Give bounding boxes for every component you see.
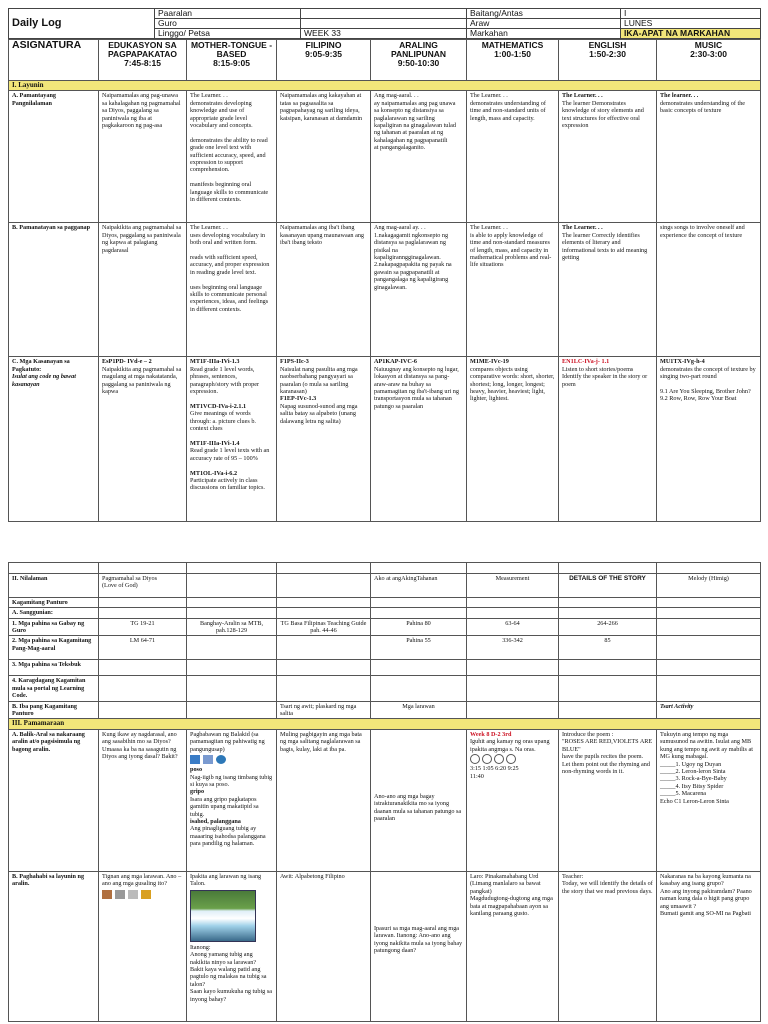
row-pamanatayan-sa-pagganap: B. Pamanatayan sa pagganap Naipakikita ang pagmamahal sa Diyos, paggalang sa paniniwala ng kapwa at palagiang pagdarasal The Learner. . . uses developing vocabulary in both oral and written form. reads with sufficient speed, accuracy, and proper expression in reading grade level text. uses beginning oral language skills to communicate personal experiences, ideas, and feelings in different contexts. Naipamamalas ang iba't ibang kasanayan upang maunawaan ang iba't ibang teksto Ang mag-aaral ay. . . 1.nakagagamit ngkonsepto ng distansya sa paglalarawan ng pisikal na kapaligiranngginagalawan. 2.nakapagpapakita ng payak na gawain sa pagpapanatili at pangangalaga ng kapaligirang ginagalawan. The Learner. . . is able to apply knowledge of time and non-standard measures of length, mass, and capacity in mathematical problems and real-life situations The Learner. . . The learner Correctly identifies elements of literary and informational texts to aid meaning getting sings songs to involve oneself and experience the concept of texture bbox=[9, 223, 761, 357]
row-nilalaman: II. Nilalaman Pagmamahal sa Diyos (Love of God) Ako at angAkingTahanan Measurement DETAILS OF THE STORY Melody (Himig) bbox=[9, 573, 761, 597]
clock-icon bbox=[470, 754, 480, 764]
col-english: ENGLISH 1:50-2:30 bbox=[559, 40, 657, 81]
quarter-label: Markahan bbox=[467, 29, 621, 39]
log-table-bottom: II. Nilalaman Pagmamahal sa Diyos (Love of God) Ako at angAkingTahanan Measurement DETAILS OF THE STORY Melody (Himig) Kagamitang Panturo A. Sanggunian: 1. Mga pahina sa Gabay ng Guro TG 19-21 Banghay-Aralin sa MTB, pah.128-129 TG Basa Filipinas Teaching Guide pah. 44-46 Pahina 80 63-64 264-266 2. Mga pahina sa Kagamitang Pang-Mag-aaral LM 64-71 Pahina 55 336-342 85 3. Mga pahina sa Teksbuk 4. Karagdagang Kagamitan mula sa portal ng Learning Code. B. Iba pang Kagamitang Panturo Tsart ng awit; plaskard ng mga salita Mga larawan Tsart Activity III. Pamamaraan A. Balik-Aral sa nakaraang aralin at/o pagsisimula ng bagong aralin. Kung ikaw ay nagdarasal, ano ang sasabihin mo sa Diyos? Umaasa ka ba na sasagutin ng Diyos ang iyong dasal? Bakit? Pagbabawan ng Balakid (sa pamamagitan ng pahiwatig ng pangungusap) poso Nag-iigib ng isang timbang tubig si kuya sa poso. gripo Isara ang gripo pagkatapos gamitin upang makatipid sa tubig. isahod, palanggana Ang pinagliguang tubig ay maaaring isahodsa palanggana para pandilig ng halaman. Muling pagbigayin ang mga bata ng mga salitang naglalarawan sa bagis, kulay, laki at iba pa. Ano-ano ang mga bagay istrakturanakikita mo sa iyong daanan mula sa tahanan patungo sa paaralan Week 8 D-2 3rd Iguhit ang kamay ng oras upang ipakita angmga s. Na oras. 3:15 1:05 6:20 9:25 11:40 Introduce the poem : "ROSES ARE RED,VIOLETS ARE BLUE" have the pupils recites the poem. Let them point out the rhyming and non-rhyming words in it. Tukuyin ang tempo ng mga sumusunod na awitin. Isulat ang MB kung ang tempo ng awit ay mabilis at MG kung mabagal. _____1. Ugoy ng Duyan _____2. Leron-leron Sinta _____3. Rock-a-Bye-Baby _____4. Itsy Bitsy Spider _____5. Macarena Echo C1 Leron-Leron Sinta B. Paghahabi sa layunin ng aralin. Tignan ang mga larawan. Ano –ano ang mga gusaling ito? Ipakita ang larawan ng isang Talon. Itanong: Anong yamang tubig ang nakikita ninyo sa larawan? Bakit kaya walang patid ang pagtulo ng malakas na tubig sa talon? Saan kayo kumukuha ng tubig sa inyong bahay? Awit: Alpabetong Filipino Ipasuri sa mga mag-aaral ang mga larawan. Itanong: Ano-ano ang iyong nakikita mula sa iyong bahay patungong daan? Laro: Pinakamahabang Urd (Limang manlalaro sa bawat pangkat) Magdudugtong-dugtong ang mga bata at magpapahabaan ayon sa kanilang paraang gusto. Teacher: Today, we will identify the details of the story that we read previous days. Nakaranas na ba kayong kumanta na kasabay ang isang grupo? Ano ang inyong pakiramdam? Paano naman kung dala o higit pang grupo ang umaawit ? Bumati gamit ang SO-MI na Pagbati bbox=[8, 562, 761, 1021]
row-gabay-ng-guro: 1. Mga pahina sa Gabay ng Guro TG 19-21 Banghay-Aralin sa MTB, pah.128-129 TG Basa Filipinas Teaching Guide pah. 44-46 Pahina 80 63-64 264-266 bbox=[9, 618, 761, 636]
clock-faces bbox=[470, 754, 555, 764]
header-table bbox=[8, 8, 761, 39]
col-ap: ARALING PANLIPUNAN 9:50-10:30 bbox=[371, 40, 467, 81]
grade-value: I bbox=[621, 9, 761, 19]
house-icon bbox=[102, 890, 112, 899]
row-balik-aral: A. Balik-Aral sa nakaraang aralin at/o pagsisimula ng bagong aralin. Kung ikaw ay nagdarasal, ano ang sasabihin mo sa Diyos? Umaasa ka ba na sasagutin ng Diyos ang iyong dasal? Bakit? Pagbabawan ng Balakid (sa pamamagitan ng pahiwatig ng pangungusap) poso Nag-iigib ng isang timbang tubig si kuya sa poso. gripo Isara ang gripo pagkatapos gamitin upang makatipid sa tubig. isahod, palanggana Ang pinagliguang tubig ay maaaring isahodsa palanggana para pandilig ng halaman. Muling pagbigayin ang mga bata ng mga salitang naglalarawan sa bagis, kulay, laki at iba pa. Ano-ano ang mga bagay istrakturanakikita mo sa iyong daanan mula sa tahanan patungo sa paaralan Week 8 D-2 3rd Iguhit ang kamay ng oras upang ipakita angmga s. Na oras. 3:15 1:05 6:20 9:25 11:40 Introduce the poem : "ROSES ARE RED,VIOLETS ARE BLUE" have the pupils recites the poem. Let them point out the rhyming and non-rhyming words in it. Tukuyin ang tempo ng mga sumusunod na awitin. Isulat ang MB kung ang tempo ng awit ay mabilis at MG kung mabagal. _____1. Ugoy ng Duyan _____2. Leron-leron Sinta _____3. Rock-a-Bye-Baby _____4. Itsy Bitsy Spider _____5. Macarena Echo C1 Leron-Leron Sinta bbox=[9, 729, 761, 871]
row-iba-pang-kagamitan: B. Iba pang Kagamitang Panturo Tsart ng awit; plaskard ng mga salita Mga larawan Tsart Activity bbox=[9, 701, 761, 719]
clock-icon bbox=[494, 754, 504, 764]
church-icon bbox=[115, 890, 125, 899]
basin-icon bbox=[216, 755, 226, 764]
log-table-top bbox=[8, 39, 761, 522]
store-icon bbox=[141, 890, 151, 899]
grade-label: Baitang/Antas bbox=[467, 9, 621, 19]
waterfall-image bbox=[190, 890, 256, 942]
clock-icon bbox=[506, 754, 516, 764]
day-value: LUNES bbox=[621, 19, 761, 29]
buildings-images bbox=[102, 890, 183, 899]
school-value bbox=[301, 9, 467, 19]
daily-log-title: Daily Log bbox=[9, 9, 155, 39]
daily-log-sheet bbox=[8, 8, 760, 1022]
water-tools-images bbox=[190, 755, 273, 764]
col-math: MATHEMATICS 1:00-1:50 bbox=[467, 40, 559, 81]
teacher-label: Guro bbox=[155, 19, 301, 29]
week-date-label: Linggo/ Petsa bbox=[155, 29, 301, 39]
section-pamamaraan: III. Pamamaraan bbox=[9, 719, 761, 729]
col-mtb: MOTHER-TONGUE -BASED 8:15-9:05 bbox=[187, 40, 277, 81]
col-filipino: FILIPINO 9:05-9:35 bbox=[277, 40, 371, 81]
section-layunin: I. Layunin bbox=[9, 81, 761, 91]
row-kasanayan-sa-pagkatuto: C. Mga Kasanayan sa Pagkatuto: Isulat ang code ng bawat kasanayan EsP1PD- IVd-e – 2 Naipakikita ang pagmamahal sa magulang at mga nakatatanda, paggalang sa paniniwala ng kapwa MT1F-IIIa-IVi-1.3 Read grade 1 level words, phrases, sentences, paragraph/story with proper expression. MT1VCD-IVa-i-2.1.1 Give meanings of words through: a. picture clues b. context clues MT1F-IIIa-IVi-1.4 Read grade 1 level texts with an accuracy rate of 95 – 100% MT1OL-IVa-i-6.2 Participate actively in class discussions on familiar topics. F1PS-IIc-3 Naisulat nang pasulita ang mga naobserbahang pangyayari sa paaralan (o mula sa sariling karanasan) F1EP-IVc-1.3 Napag susunod-sunod ang mga salita batay sa alpabeto (unang dalawang letra ng salita) AP1KAP-IVC-6 Naiuugnay ang konsepto ng lugar, lokasyon at distansya sa pang-araw-araw na buhay sa pamamagitan ng iba't-ibang uri ng transportasyon mula sa tahanan patungo sa paaralan M1ME-IVc-19 compares objects using comparative words: short, shorter, shortest; long, longer, longest; heavy, heavier, heaviest; light, lighter, lightest. EN1LC-IVa-j- 1.1 Listen to short stories/poems Identify the speaker in the story or poem MU1TX-IVg-h-4 demonstrates the concept of texture by singing two-part round 9.1 Are You Sleeping, Brother John? 9.2 Row, Row, Row Your Boat bbox=[9, 357, 761, 522]
row-paghahabi: B. Paghahabi sa layunin ng aralin. Tignan ang mga larawan. Ano –ano ang mga gusaling ito? Ipakita ang larawan ng isang Talon. Itanong: Anong yamang tubig ang nakikita ninyo sa larawan? Bakit kaya walang patid ang pagtulo ng malakas na tubig sa talon? Saan kayo kumukuha ng tubig sa inyong bahay? Awit: Alpabetong Filipino Ipasuri sa mga mag-aaral ang mga larawan. Itanong: Ano-ano ang iyong nakikita mula sa iyong bahay patungong daan? Laro: Pinakamahabang Urd (Limang manlalaro sa bawat pangkat) Magdudugtong-dugtong ang mga bata at magpapahabaan ayon sa kanilang paraang gusto. Teacher: Today, we will identify the details of the story that we read previous days. Nakaranas na ba kayong kumanta na kasabay ang isang grupo? Ano ang inyong pakiramdam? Paano naman kung dala o higit pang grupo ang umaawit ? Bumati gamit ang SO-MI na Pagbati bbox=[9, 871, 761, 1021]
day-label: Araw bbox=[467, 19, 621, 29]
col-asignatura: ASIGNATURA bbox=[9, 40, 99, 81]
bucket-icon bbox=[203, 755, 213, 764]
col-esp: EDUKASYON SA PAGPAPAKATAO 7:45-8:15 bbox=[99, 40, 187, 81]
school-label: Paaralan bbox=[155, 9, 301, 19]
row-pang-mag-aaral: 2. Mga pahina sa Kagamitang Pang-Mag-aaral LM 64-71 Pahina 55 336-342 85 bbox=[9, 636, 761, 660]
col-music: MUSIC 2:30-3:00 bbox=[657, 40, 761, 81]
school-icon bbox=[128, 890, 138, 899]
quarter-value: IKA-APAT NA MARKAHAN bbox=[621, 29, 761, 39]
faucet-icon bbox=[190, 755, 200, 764]
teacher-value bbox=[301, 19, 467, 29]
clock-icon bbox=[482, 754, 492, 764]
week-value: WEEK 33 bbox=[301, 29, 467, 39]
row-pamantayang-pangnilalaman: A. Pamantayang Pangnilalaman Naipamamalas ang pag-unawa sa kahalagahan ng pagmamahal sa Diyos, paggalang sa paniniwala ng iba at pagkakaroon ng pag-asa The Learner. . . demonstrates developing knowledge and use of appropriate grade level vocabulary and concepts. demonstrates the ability to read grade one level text with sufficient accuracy, speed, and expression to support comprehension. manifests beginning oral language skills to communicate in different contexts. Naipamamalas ang kakayahan at tatas sa pagsasalita sa pagpapahayag ng sariling ideya, kaisipan, karanasan at damdamin Ang mag-aaral. . . ay naipamamalas ang pag unawa sa konsepto ng distansiya sa paglalarawan ng sariling kapaligiran na ginagalawan tulad ng tahanan at paaralan at ng kahalagahan ng pagpapanatili at pangangalaganito. The Learner. . . demonstrates understanding of time and non-standard units of length, mass and capacity. The Learner. . . The learner Demonstrates knowledge of story elements and text structures for effective oral expression The learner. . . demonstrates understanding of the basic concepts of texture bbox=[9, 91, 761, 223]
column-header-row bbox=[9, 40, 761, 81]
